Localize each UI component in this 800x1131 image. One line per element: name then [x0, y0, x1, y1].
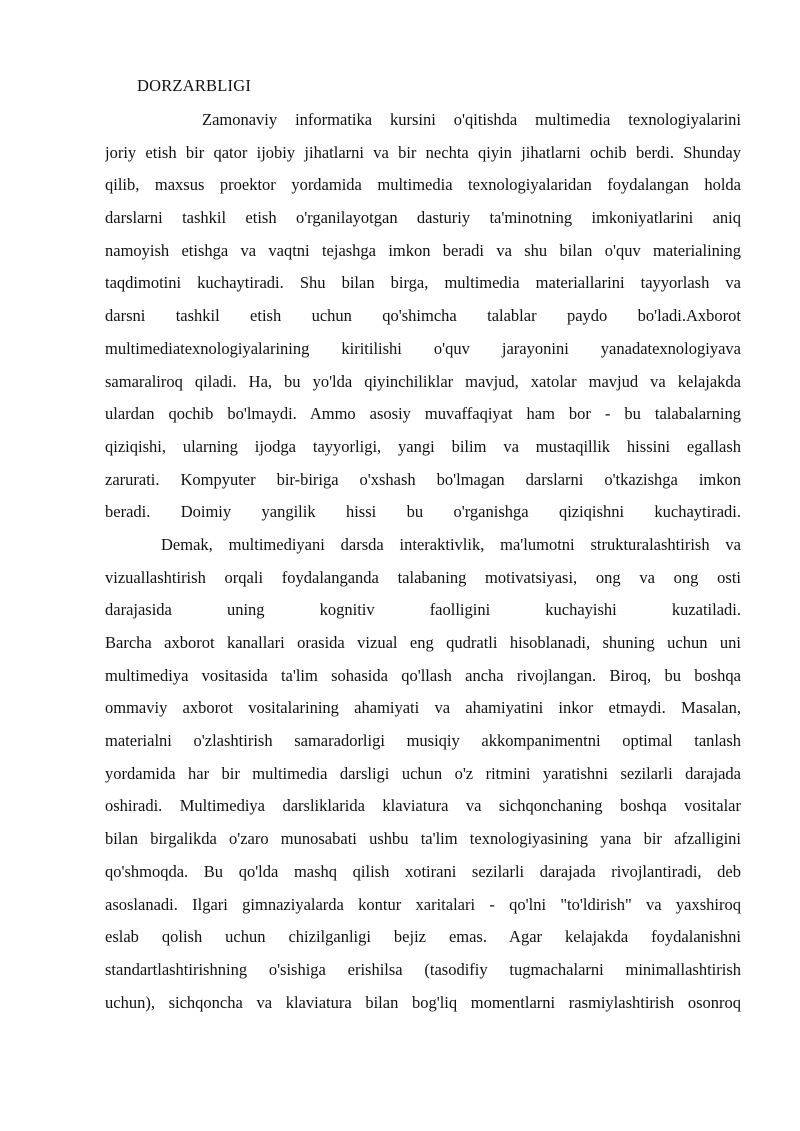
paragraph-line: darajasida uning kognitiv faolligini kuchayishi kuzatiladi.: [105, 600, 741, 620]
paragraph-line: standartlashtirishning o'sishiga erishilsa (tasodifiy tugmachalarni minimallashtirish: [105, 959, 741, 979]
paragraph-line: namoyish etishga va vaqtni tejashga imkon beradi va shu bilan o'quv materialining: [105, 240, 741, 260]
paragraph-line: vizuallashtirish orqali foydalanganda talabaning motivatsiyasi, ong va ong osti: [105, 567, 741, 587]
paragraph-line: multimediya vositasida ta'lim sohasida qo'llash ancha rivojlangan. Biroq, bu boshqa: [105, 665, 741, 685]
paragraph-line: Zamonaviy informatika kursini o'qitishda multimedia texnologiyalarini: [202, 110, 741, 129]
paragraph-line: bilan birgalikda o'zaro munosabati ushbu ta'lim texnologiyasining yana bir afzalligini: [105, 829, 741, 849]
paragraph-line: Barcha axborot kanallari orasida vizual eng qudratli hisoblanadi, shuning uchun uni: [105, 633, 741, 652]
paragraph-line: ommaviy axborot vositalarining ahamiyati va ahamiyatini inkor etmaydi. Masalan,: [105, 698, 741, 718]
section-heading: DORZARBLIGI: [137, 76, 252, 95]
document-page: [105, 72, 741, 1019]
paragraph-line: samaraliroq qiladi. Ha, bu yo'lda qiyinchiliklar mavjud, xatolar mavjud va kelajakda: [105, 371, 741, 391]
paragraph-line: qiziqishi, ularning ijodga tayyorligi, yangi bilim va mustaqillik hissini egallash: [105, 436, 741, 456]
body-text: [105, 104, 741, 1019]
paragraph-line: eslab qolish uchun chizilganligi bejiz emas. Agar kelajakda foydalanishni: [105, 927, 741, 947]
paragraph-line: multimediatexnologiyalarining kiritilishi o'quv jarayonini yanadatexnologiyava: [105, 338, 741, 358]
paragraph-line: darslarni tashkil etish o'rganilayotgan dasturiy ta'minotning imkoniyatlarini aniq: [105, 208, 741, 228]
paragraph-line: yordamida har bir multimedia darsligi uchun o'z ritmini yaratishni sezilarli darajada: [105, 763, 741, 783]
paragraph-line: qo'shmoqda. Bu qo'lda mashq qilish xotirani sezilarli darajada rivojlantiradi, deb: [105, 861, 741, 881]
paragraph-line: materialni o'zlashtirish samaradorligi musiqiy akkompanimentni optimal tanlash: [105, 731, 741, 751]
paragraph-line: uchun), sichqoncha va klaviatura bilan bog'liq momentlarni rasmiylashtirish osonroq: [105, 992, 741, 1012]
paragraph-line: zarurati. Kompyuter bir-biriga o'xshash bo'lmagan darslarni o'tkazishga imkon: [105, 469, 741, 489]
paragraph-line: ulardan qochib bo'lmaydi. Ammo asosiy muvaffaqiyat ham bor - bu talabalarning: [105, 404, 741, 424]
paragraph-line: Demak, multimediyani darsda interaktivlik, ma'lumotni strukturalashtirish va: [161, 534, 741, 554]
paragraph-line: darsni tashkil etish uchun qo'shimcha talablar paydo bo'ladi.Axborot: [105, 306, 741, 326]
paragraph-line: taqdimotini kuchaytiradi. Shu bilan birga, multimedia materiallarini tayyorlash va: [105, 273, 741, 293]
paragraph-line: beradi. Doimiy yangilik hissi bu o'rganishga qiziqishni kuchaytiradi.: [105, 502, 741, 522]
paragraph-line: qilib, maxsus proektor yordamida multimedia texnologiyalaridan foydalangan holda: [105, 175, 741, 195]
paragraph-line: oshiradi. Multimediya darsliklarida klaviatura va sichqonchaning boshqa vositalar: [105, 796, 741, 816]
paragraph-line: asoslanadi. Ilgari gimnaziyalarda kontur xaritalari - qo'lni "to'ldirish" va yaxshiroq: [105, 894, 741, 914]
paragraph-line: joriy etish bir qator ijobiy jihatlarni va bir nechta qiyin jihatlarni ochib berdi. Shunday: [105, 142, 741, 162]
